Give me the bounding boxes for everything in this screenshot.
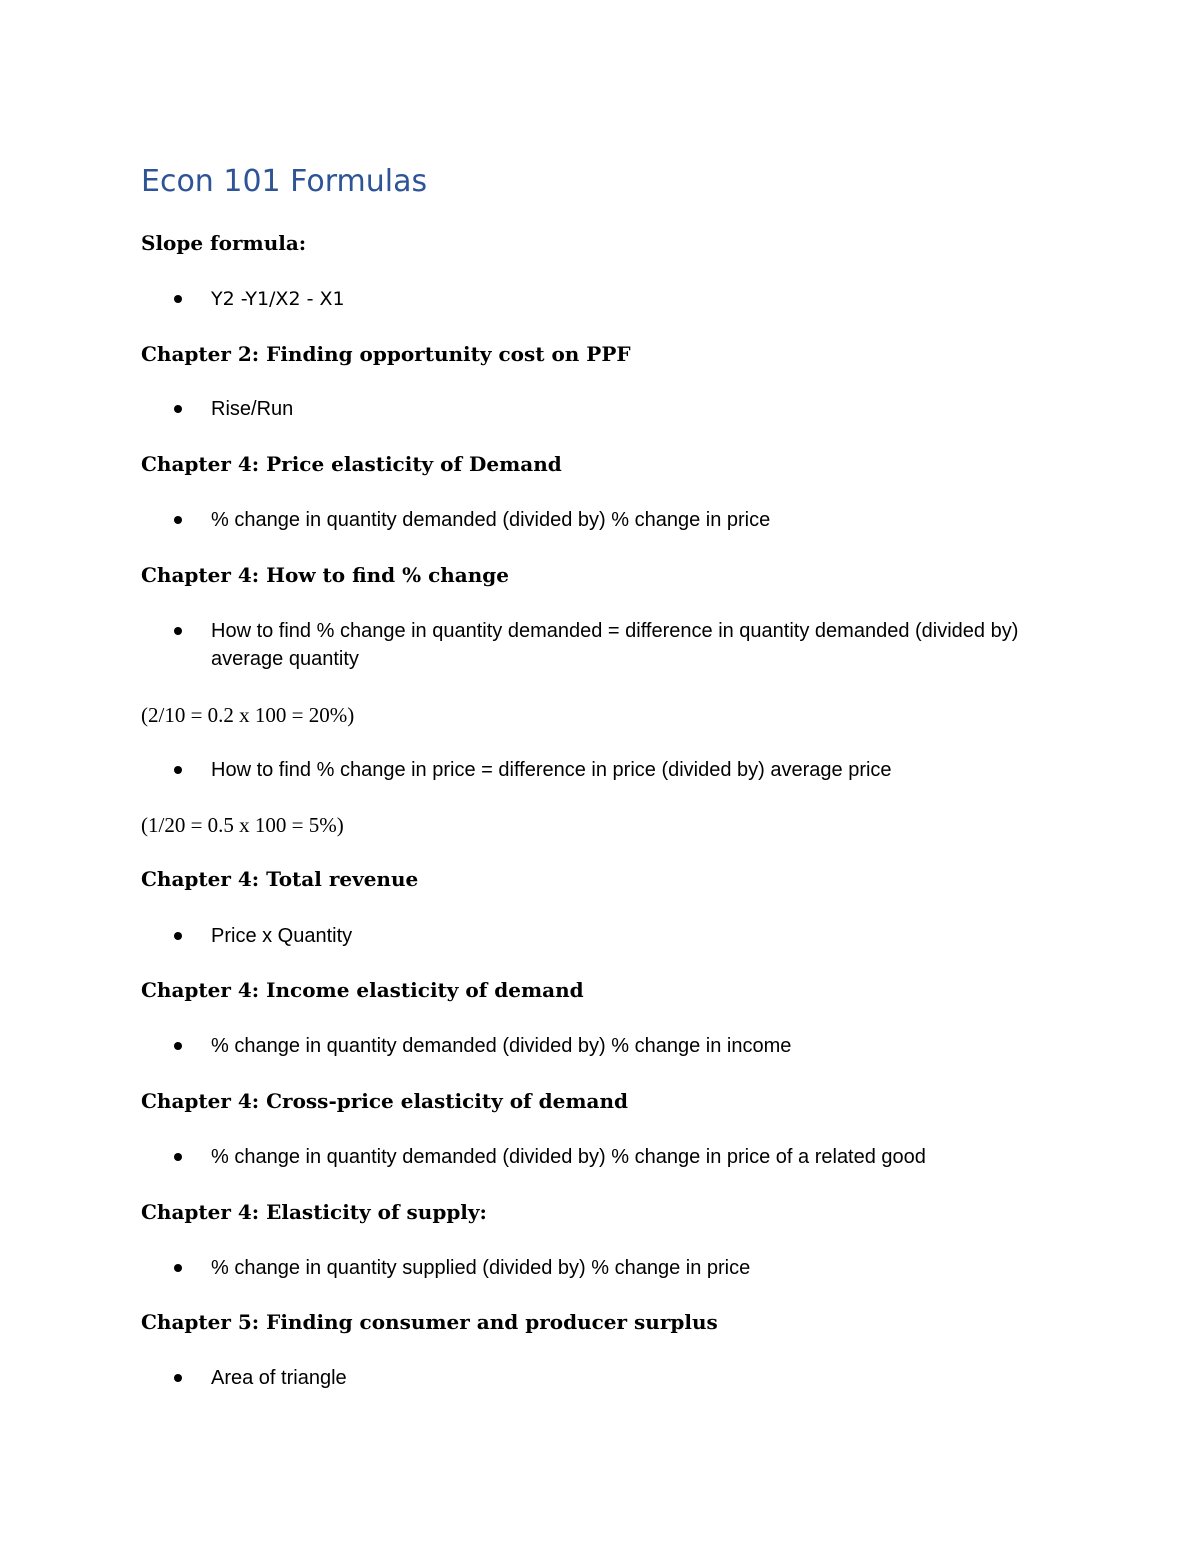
bullet-item-area-of-triangle: Area of triangle [211, 1367, 347, 1389]
section-heading-income-elasticity: Chapter 4: Income elasticity of demand [141, 978, 584, 1002]
example-quantity-calc: (2/10 = 0.2 x 100 = 20%) [141, 703, 355, 727]
section-heading-surplus: Chapter 5: Finding consumer and producer surplus [141, 1310, 718, 1334]
section-heading-cross-price-elasticity: Chapter 4: Cross-price elasticity of demand [141, 1089, 628, 1113]
bullet-icon [174, 627, 182, 635]
bullet-item-rise-run: Rise/Run [211, 398, 294, 420]
bullet-item-percent-change-price: How to find % change in price = difference in price (divided by) average price [211, 759, 892, 781]
bullet-item-cross-price-elasticity: % change in quantity demanded (divided by) % change in price of a related good [211, 1146, 926, 1168]
bullet-icon [174, 766, 182, 774]
bullet-item-percent-change-quantity: How to find % change in quantity demanded = difference in quantity demanded (divided by) average quantity [211, 620, 1019, 670]
section-heading-slope: Slope formula: [141, 231, 307, 255]
bullet-item-slope: Y2 -Y1/X2 - X1 [211, 288, 345, 310]
section-heading-percent-change: Chapter 4: How to find % change [141, 563, 510, 587]
document-title: Econ 101 Formulas [141, 164, 428, 199]
section-heading-ch2-ppf: Chapter 2: Finding opportunity cost on PPF [141, 342, 631, 366]
bullet-icon [174, 1153, 182, 1161]
bullet-icon [174, 1042, 182, 1050]
example-price-calc: (1/20 = 0.5 x 100 = 5%) [141, 813, 344, 837]
bullet-item-price-elasticity: % change in quantity demanded (divided by) % change in price [211, 509, 771, 531]
bullet-item-income-elasticity: % change in quantity demanded (divided by) % change in income [211, 1035, 792, 1057]
bullet-item-supply-elasticity: % change in quantity supplied (divided by) % change in price [211, 1257, 751, 1279]
bullet-icon [174, 295, 182, 303]
section-heading-total-revenue: Chapter 4: Total revenue [141, 867, 419, 891]
bullet-icon [174, 405, 182, 413]
bullet-icon [174, 516, 182, 524]
bullet-icon [174, 932, 182, 940]
bullet-icon [174, 1264, 182, 1272]
bullet-icon [174, 1374, 182, 1382]
bullet-item-price-x-quantity: Price x Quantity [211, 925, 353, 947]
section-heading-price-elasticity: Chapter 4: Price elasticity of Demand [141, 452, 562, 476]
section-heading-supply-elasticity: Chapter 4: Elasticity of supply: [141, 1200, 487, 1224]
